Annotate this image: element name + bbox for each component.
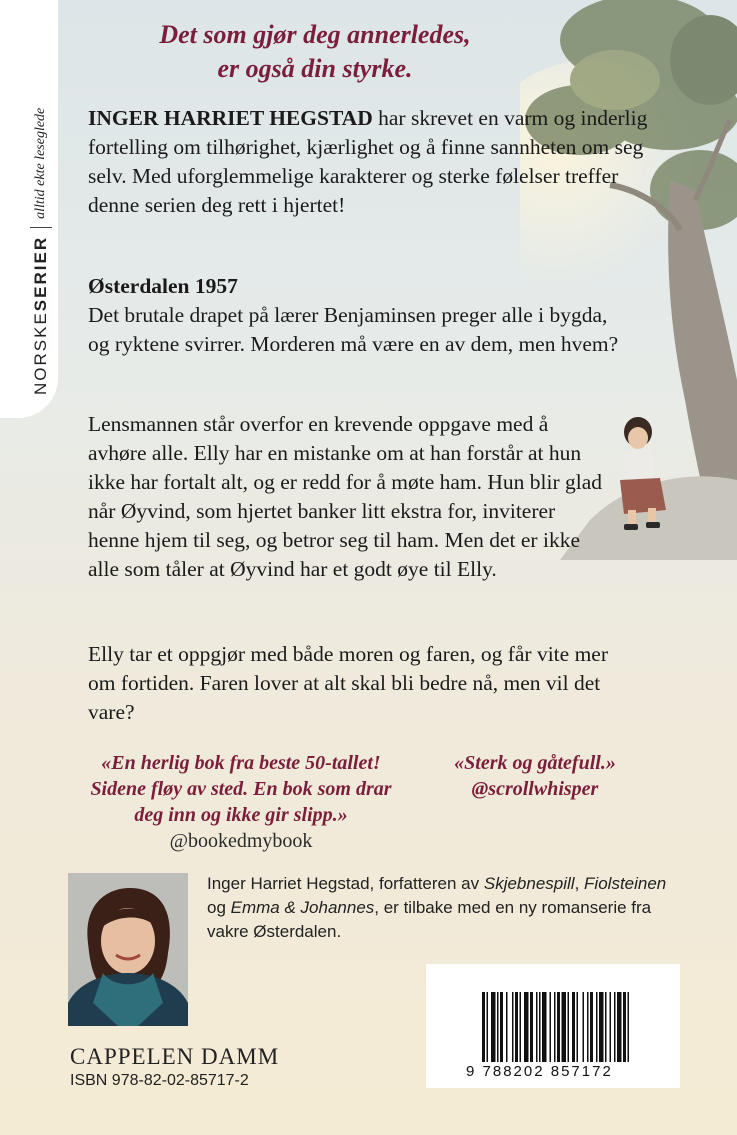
barcode-bar [497,992,499,1062]
headline-line-2: er også din styrke. [217,54,413,83]
quote-handle: @bookedmybook [169,830,313,852]
barcode-bar [605,992,607,1062]
barcode-bar [515,992,518,1062]
barcode-bar [562,992,567,1062]
barcode-bar [583,992,585,1062]
barcode-bar [530,992,533,1062]
author-portrait [68,873,188,1026]
quote-text: «Sterk og gåtefull.» [454,752,616,774]
brand-tagline: alltid ekte leseglede [33,107,48,219]
isbn: ISBN 978-82-02-85717-2 [70,1072,249,1089]
barcode-bar [487,992,489,1062]
barcode-bar [542,992,547,1062]
brand-bold: SERIER [31,235,50,312]
barcode-bar [628,992,630,1062]
barcode-bar [536,992,538,1062]
series-tab [0,0,58,418]
quote-handle: @scrollwhisper [471,778,599,800]
barcode-bar [500,992,503,1062]
barcode-bar [596,992,598,1062]
barcode-bar [524,992,529,1062]
barcode-bar [512,992,514,1062]
brand-light: NORSKE [31,311,50,395]
book-title: Skjebnespill [483,874,575,893]
barcode-bar [491,992,496,1062]
paragraph-3: Elly tar et oppgjør med både moren og faren, og får vite mer om fortiden. Faren lover at alt skal bli bedre nå, men vil det vare? [88,642,608,724]
barcode-bar [557,992,560,1062]
headline [100,18,530,86]
quote-text: «En herlig bok fra beste 50-tallet! Sidene fløy av sted. En bok som drar deg inn og ikke gir slipp.» [90,752,392,826]
barcode-bar [614,992,616,1062]
author-bio: Inger Harriet Hegstad, forfatteren av Skjebnespill, Fiolsteinen og Emma & Johannes, er tilbake med en ny romanserie fra vakre Østerdalen. [207,874,667,941]
publisher-logo: CAPPELEN DAMM [70,1044,280,1069]
headline-line-1: Det som gjør deg annerledes, [159,20,471,49]
barcode-bar [587,992,589,1062]
review-quote-2 [440,750,630,802]
section-heading: Østerdalen 1957 [88,274,238,298]
barcode-bar [610,992,612,1062]
tab-divider [30,227,52,228]
intro-text: har skrevet en varm og inderlig fortelling om tilhørighet, kjærlighet og å finne sannheten om seg selv. Med uforglemmelige karakterer og sterke følelser treffer denne serien deg rett i hjertet! [88,106,648,217]
barcode [426,964,680,1088]
barcode-bar [599,992,604,1062]
barcode-area [426,964,680,1088]
barcode-bar [482,992,485,1062]
book-title: Fiolsteinen [584,874,667,893]
barcode-digits: 9 788202 857172 [466,1063,613,1080]
author-name: INGER HARRIET HEGSTAD [88,106,373,130]
barcode-bar [550,992,552,1062]
barcode-bar [617,992,622,1062]
section-1957 [88,272,648,359]
barcode-bar [520,992,522,1062]
barcode-bar [590,992,593,1062]
barcode-bar [568,992,570,1062]
book-title: Emma & Johannes [230,898,375,917]
paragraph-2: Lensmannen står overfor en krevende oppgave med å avhøre alle. Elly har en mistanke om at han forstår at hun ikke har fortalt alt, og er redd for å møte ham. Hun blir glad når Øyvind, som hjertet banker litt ekstra for, inviterer henne hjem til seg, og betror seg til ham. Men det er ikke alle som tåler at Øyvind har et godt øye til Elly. [88,412,603,581]
barcode-bar [577,992,579,1062]
barcode-bar [623,992,626,1062]
barcode-bar [572,992,575,1062]
barcode-bar [554,992,556,1062]
review-quote-1 [76,750,406,854]
paragraph-1: Det brutale drapet på lærer Benjaminsen preger alle i bygda, og ryktene svirrer. Morderen må være en av dem, men hvem? [88,303,619,356]
intro-paragraph [88,104,648,220]
barcode-bar [506,992,508,1062]
barcode-bar [539,992,541,1062]
